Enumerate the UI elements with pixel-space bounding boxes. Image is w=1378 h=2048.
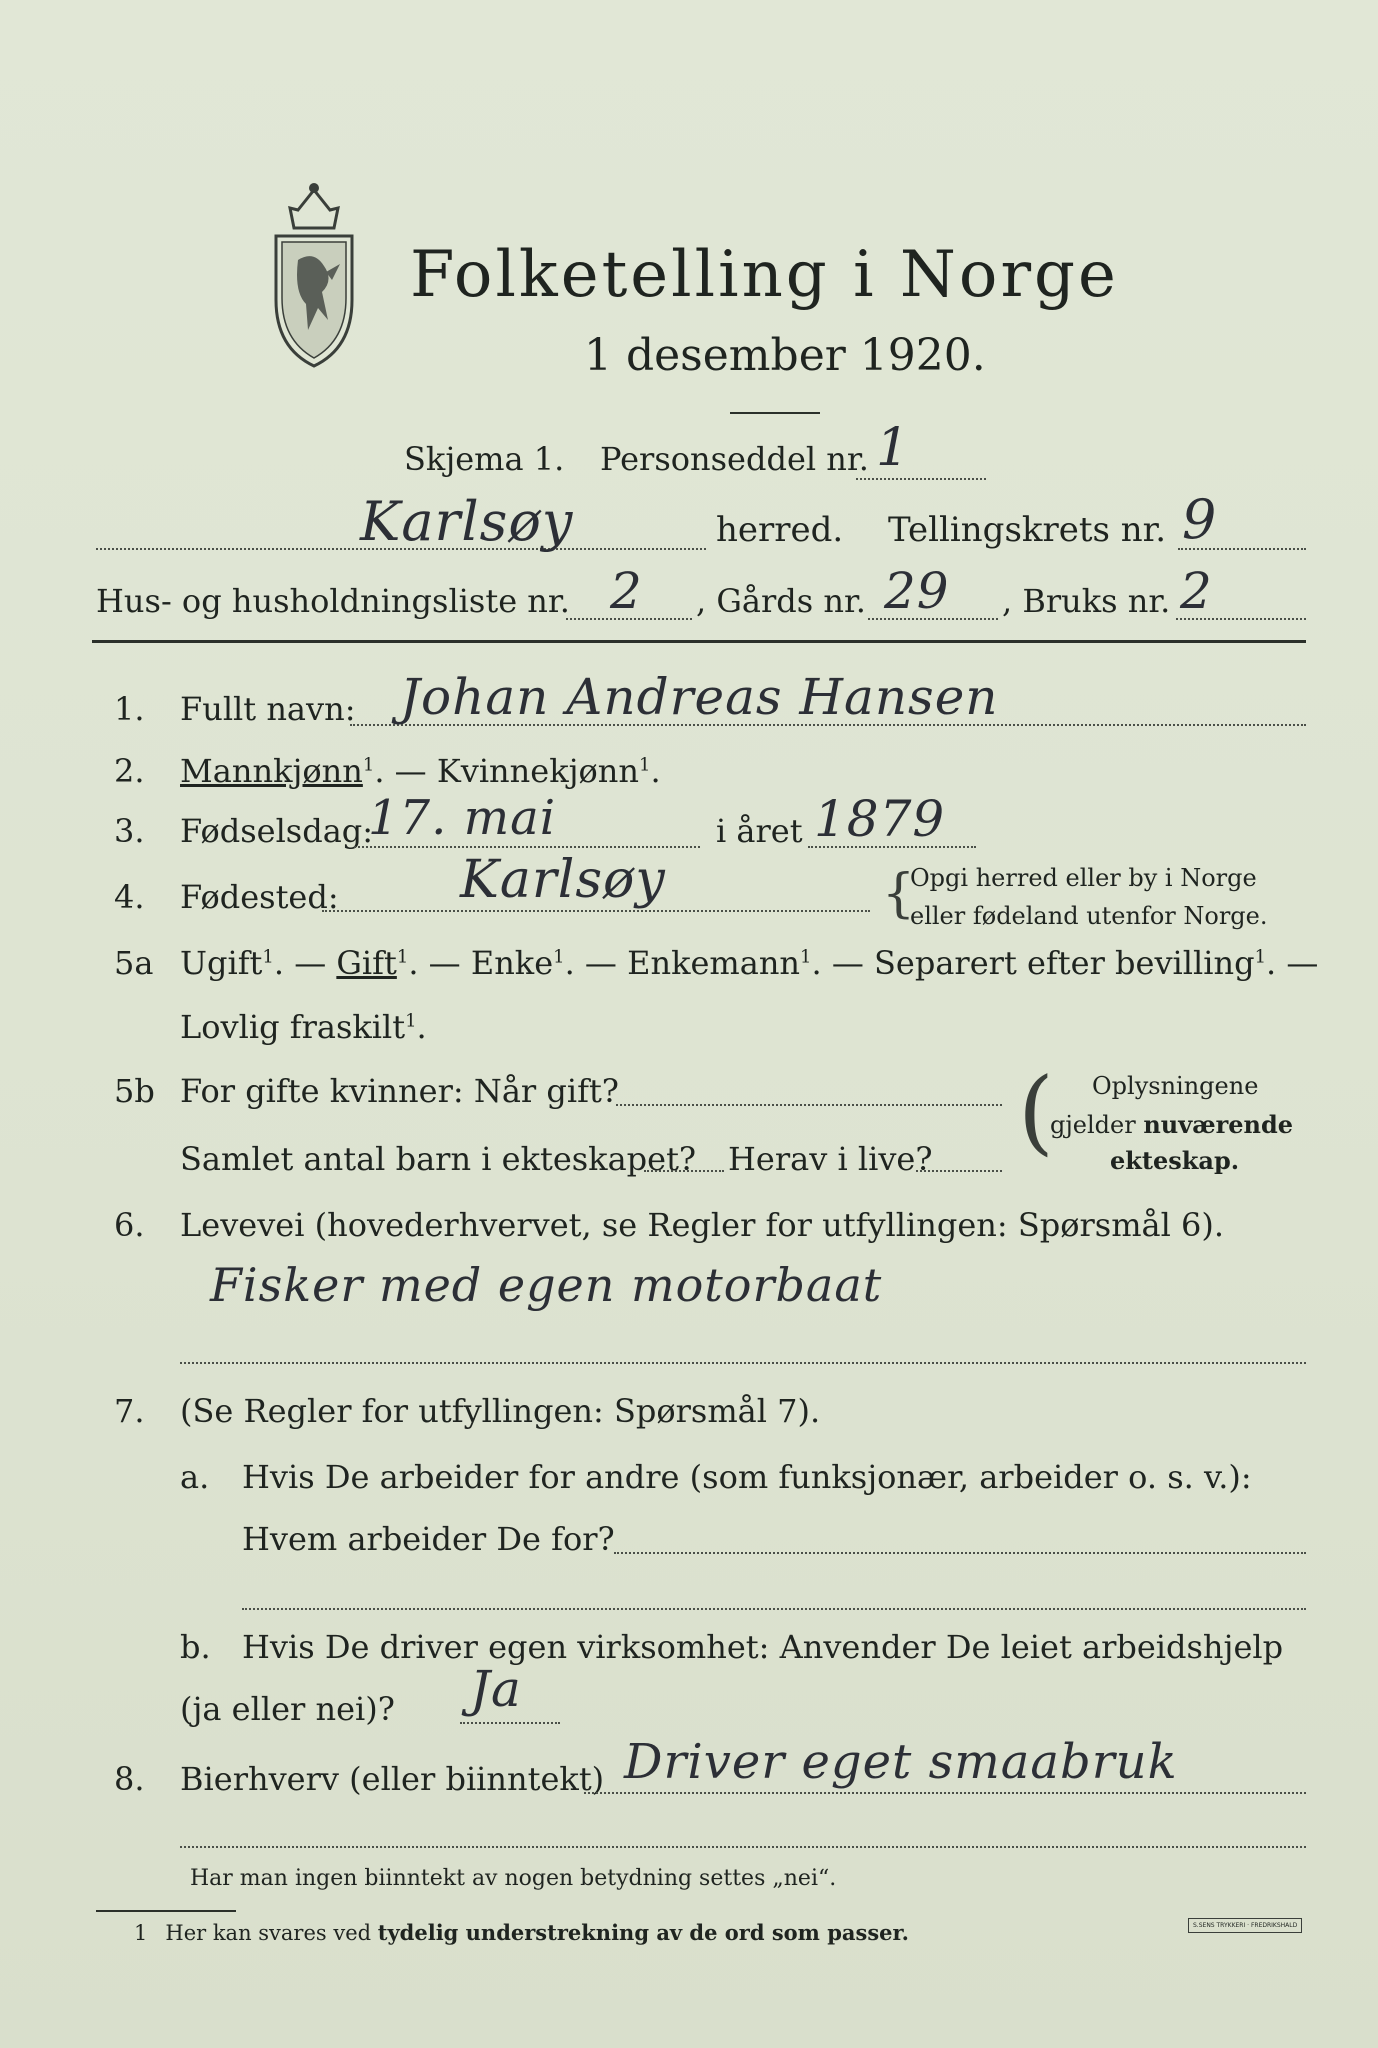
q7a-label1: Hvis De arbeider for andre (som funksjonær, arbeider o. s. v.):: [242, 1458, 1252, 1496]
q5b-brace: (: [1018, 1058, 1054, 1165]
personseddel-label: Personseddel nr.: [600, 440, 869, 478]
footnote-mark: 1: [134, 1921, 148, 1945]
footer-note: Har man ingen biinntekt av nogen betydning settes „nei“.: [190, 1866, 837, 1891]
q7-number: 7.: [114, 1392, 145, 1430]
q7b-letter: b.: [180, 1628, 211, 1666]
status-enkemann[interactable]: . — Enkemann: [564, 944, 801, 982]
footnote-ref: 1: [639, 754, 651, 776]
q6-number: 6.: [114, 1206, 145, 1244]
q1-number: 1.: [114, 690, 145, 728]
q8-number: 8.: [114, 1760, 145, 1798]
status-separert[interactable]: . — Separert efter bevilling: [811, 944, 1255, 982]
tellingskrets-value[interactable]: 9: [1182, 488, 1218, 551]
secondary-income-value[interactable]: Driver eget smaabruk: [624, 1734, 1178, 1790]
census-date: 1 desember 1920.: [584, 330, 986, 381]
status-fraskilt-end: .: [416, 1008, 427, 1046]
status-fraskilt[interactable]: Lovlig fraskilt: [180, 1008, 406, 1046]
status-enke[interactable]: . — Enke: [408, 944, 554, 982]
status-end: . —: [1266, 944, 1319, 982]
tellingskrets-label: Tellingskrets nr.: [888, 510, 1167, 550]
footnote-ref: 1: [262, 946, 274, 968]
printer-stamp: S.SENS TRYKKERI · FREDRIKSHALD: [1188, 1918, 1302, 1933]
birthplace-value[interactable]: Karlsøy: [460, 850, 666, 910]
gender-male-option[interactable]: Mannkjønn: [180, 752, 363, 790]
footnote-text-b: tydelig understrekning av de ord som passer.: [377, 1920, 909, 1945]
personseddel-line: [856, 478, 986, 480]
gards-value[interactable]: 29: [884, 562, 950, 620]
q2-number: 2.: [114, 752, 145, 790]
q4-brace: {: [882, 864, 916, 924]
q4-note-line1: Opgi herred eller by i Norge: [910, 864, 1257, 892]
q7a-line2: [242, 1608, 1306, 1610]
q5b-number: 5b: [114, 1072, 155, 1110]
header-rule: [92, 640, 1306, 643]
q3-label: Fødselsdag:: [180, 812, 374, 850]
gards-label: , Gårds nr.: [696, 582, 866, 620]
status-ugift[interactable]: Ugift: [180, 944, 263, 982]
coat-of-arms-icon: [268, 180, 360, 370]
gender-end: .: [650, 752, 661, 790]
q4-line: [322, 910, 870, 912]
footnote-ref: 1: [553, 946, 565, 968]
q7a-employer-line: [614, 1552, 1306, 1554]
footnote: [134, 1920, 909, 1945]
footnote-ref: 1: [405, 1010, 417, 1032]
status-gift[interactable]: Gift: [336, 944, 397, 982]
personseddel-value[interactable]: 1: [876, 418, 911, 478]
q6-line2: [180, 1362, 1306, 1364]
q5b-note-gjelder: gjelder: [1050, 1111, 1144, 1139]
q5b-label2: Samlet antal barn i ekteskapet?: [180, 1140, 697, 1178]
footnote-ref: 1: [1254, 946, 1267, 968]
q4-label: Fødested:: [180, 878, 339, 916]
birthday-value[interactable]: 17. mai: [368, 790, 557, 846]
title-divider: [730, 412, 820, 414]
q5a-number: 5a: [114, 944, 154, 982]
herred-value[interactable]: Karlsøy: [360, 490, 574, 553]
q5b-note-line1: Oplysningene: [1092, 1072, 1259, 1100]
status-separator: . —: [273, 944, 337, 982]
q7b-label2: (ja eller nei)?: [180, 1690, 395, 1728]
q7b-label1: Hvis De driver egen virksomhet: Anvender De leiet arbeidshjelp: [242, 1628, 1284, 1666]
q3-number: 3.: [114, 812, 145, 850]
q5b-married-line: [616, 1104, 1002, 1106]
herred-label: herred.: [716, 510, 844, 550]
q8-line: [584, 1792, 1306, 1794]
q8-line2: [180, 1846, 1306, 1848]
q5a-marital-row: [180, 944, 1318, 982]
schema-label: Skjema 1.: [404, 440, 565, 478]
q5b-label1: For gifte kvinner: Når gift?: [180, 1072, 619, 1110]
q2-gender-row: [180, 752, 661, 790]
hired-help-value[interactable]: Ja: [470, 1660, 522, 1718]
occupation-value[interactable]: Fisker med egen motorbaat: [210, 1258, 883, 1312]
gender-female-option[interactable]: Kvinnekjønn: [436, 752, 639, 790]
bruks-label: , Bruks nr.: [1002, 582, 1171, 620]
footnote-ref: 1: [800, 946, 812, 968]
q7b-line: [460, 1722, 560, 1724]
gender-separator: . —: [374, 752, 437, 790]
full-name-value[interactable]: Johan Andreas Hansen: [400, 668, 999, 726]
q5b-note-current: nuværende: [1143, 1110, 1294, 1139]
footnote-text-a: Her kan svares ved: [165, 1921, 378, 1945]
footnote-ref: 1: [396, 946, 409, 968]
q8-label: Bierhverv (eller biinntekt): [180, 1760, 605, 1798]
birth-year-value[interactable]: 1879: [814, 790, 946, 848]
q5b-children-line: [644, 1170, 724, 1172]
q5b-note-line3: ekteskap.: [1110, 1146, 1240, 1175]
footnote-rule: [96, 1910, 236, 1912]
q5a-divorced-row: [180, 1008, 427, 1046]
footnote-ref: 1: [362, 754, 375, 776]
q5b-label3: Herav i live?: [728, 1140, 933, 1178]
husholdning-label: Hus- og husholdningsliste nr.: [96, 582, 570, 620]
q7a-label2: Hvem arbeider De for?: [242, 1520, 615, 1558]
husholdning-value[interactable]: 2: [610, 562, 643, 620]
form-title: Folketelling i Norge: [410, 238, 1119, 312]
q4-note-line2: eller fødeland utenfor Norge.: [910, 902, 1268, 930]
q3-birthday-line: [354, 846, 700, 848]
q4-number: 4.: [114, 878, 145, 916]
q1-label: Fullt navn:: [180, 690, 356, 728]
q5b-alive-line: [916, 1170, 1002, 1172]
bruks-value[interactable]: 2: [1180, 562, 1213, 620]
q5b-note-line2: [1050, 1110, 1293, 1139]
q7-label: (Se Regler for utfyllingen: Spørsmål 7).: [180, 1392, 821, 1430]
q6-label: Levevei (hovederhvervet, se Regler for utfyllingen: Spørsmål 6).: [180, 1206, 1225, 1244]
q3-year-label: i året: [716, 812, 803, 850]
q7a-letter: a.: [180, 1458, 210, 1496]
